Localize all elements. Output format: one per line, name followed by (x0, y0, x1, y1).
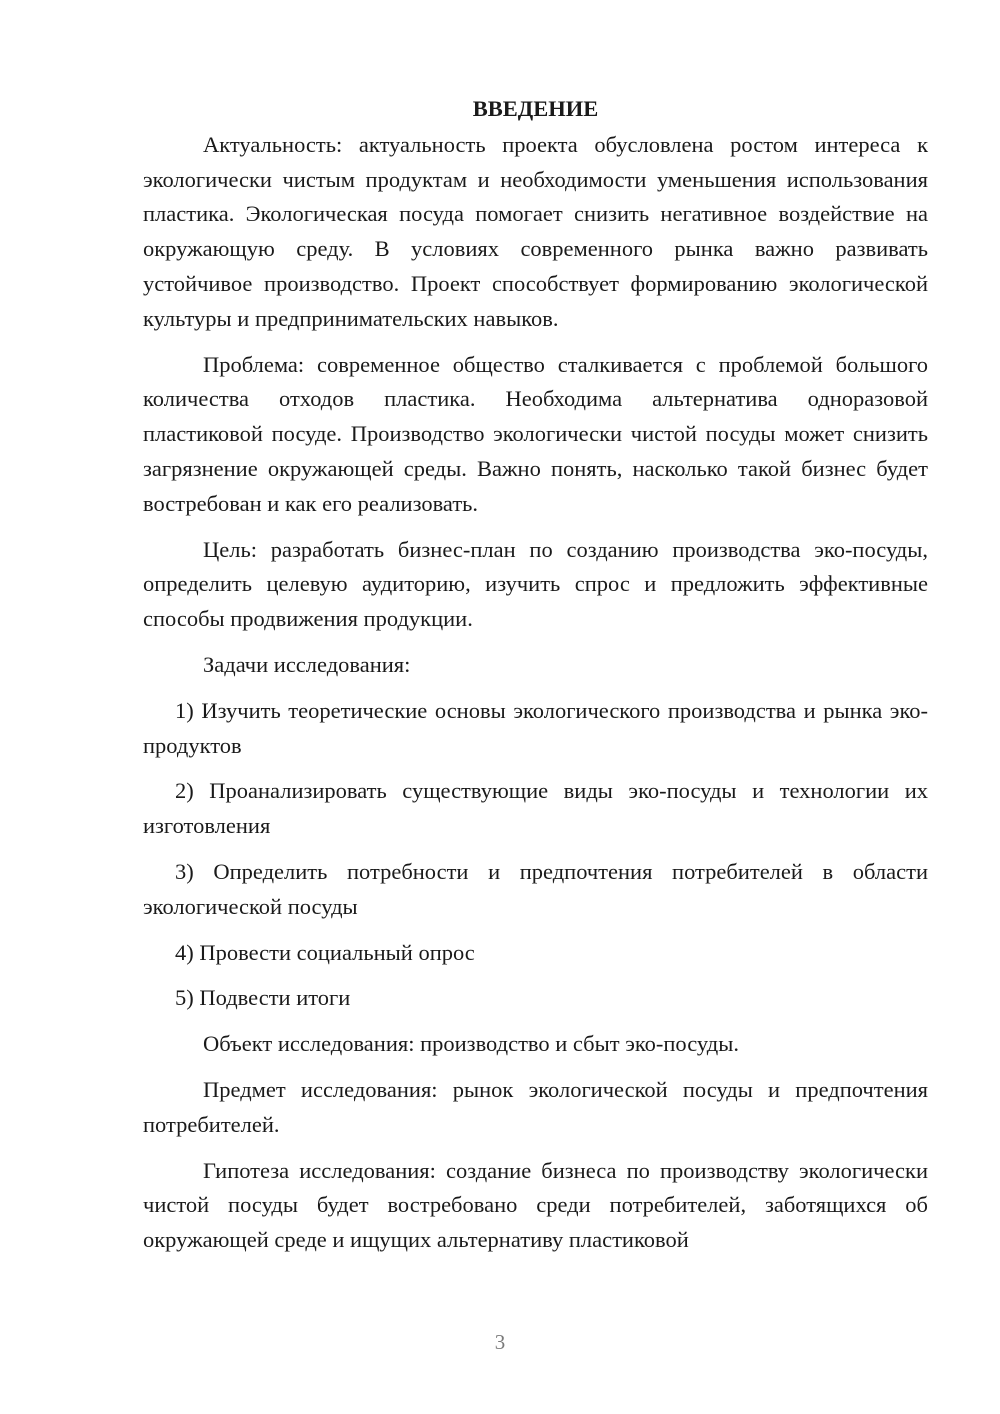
task-item-1: 1) Изучить теоретические основы экологического производства и рынка эко-продуктов (143, 697, 928, 758)
task-item-4: 4) Провести социальный опрос (175, 939, 475, 965)
paragraph-subject: Предмет исследования: рынок экологической посуды и предпочтения потребителей. (143, 1076, 928, 1137)
task-item-3: 3) Определить потребности и предпочтения потребителей в области экологической посуды (143, 858, 928, 919)
paragraph-problem: Проблема: современное общество сталкивается с проблемой большого количества отходов пластика. Необходима альтернатива одноразовой пластиковой посуде. Производство экологически чистой посуды может снизить загрязнение окружающей среды. Важно понять, насколько такой бизнес будет востребован и как его реализовать. (143, 351, 928, 516)
task-item-5: 5) Подвести итоги (175, 985, 351, 1011)
paragraph-hypothesis: Гипотеза исследования: создание бизнеса по производству экологически чистой посуды будет востребовано среди потребителей, заботящихся об окружающей среде и ищущих альтернативу пластиковой (143, 1157, 928, 1253)
page-number: 3 (494, 1330, 506, 1354)
paragraph-relevance: Актуальность: актуальность проекта обусловлена ростом интереса к экологически чистым продуктам и необходимости уменьшения использования пластика. Экологическая посуда помогает снизить негативное воздействие на окружающую среду. В условиях современного рынка важно развивать устойчивое производство. Проект способствует формированию экологической культуры и предпринимательских навыков. (143, 131, 928, 331)
page-title: ВВЕДЕНИЕ (472, 96, 599, 121)
tasks-heading: Задачи исследования: (203, 651, 411, 677)
page-content (143, 92, 928, 1269)
task-item-2: 2) Проанализировать существующие виды эко-посуды и технологии их изготовления (143, 778, 928, 839)
paragraph-object: Объект исследования: производство и сбыт эко-посуды. (203, 1031, 739, 1057)
paragraph-goal: Цель: разработать бизнес-план по созданию производства эко-посуды, определить целевую аудиторию, изучить спрос и предложить эффективные способы продвижения продукции. (143, 536, 928, 632)
